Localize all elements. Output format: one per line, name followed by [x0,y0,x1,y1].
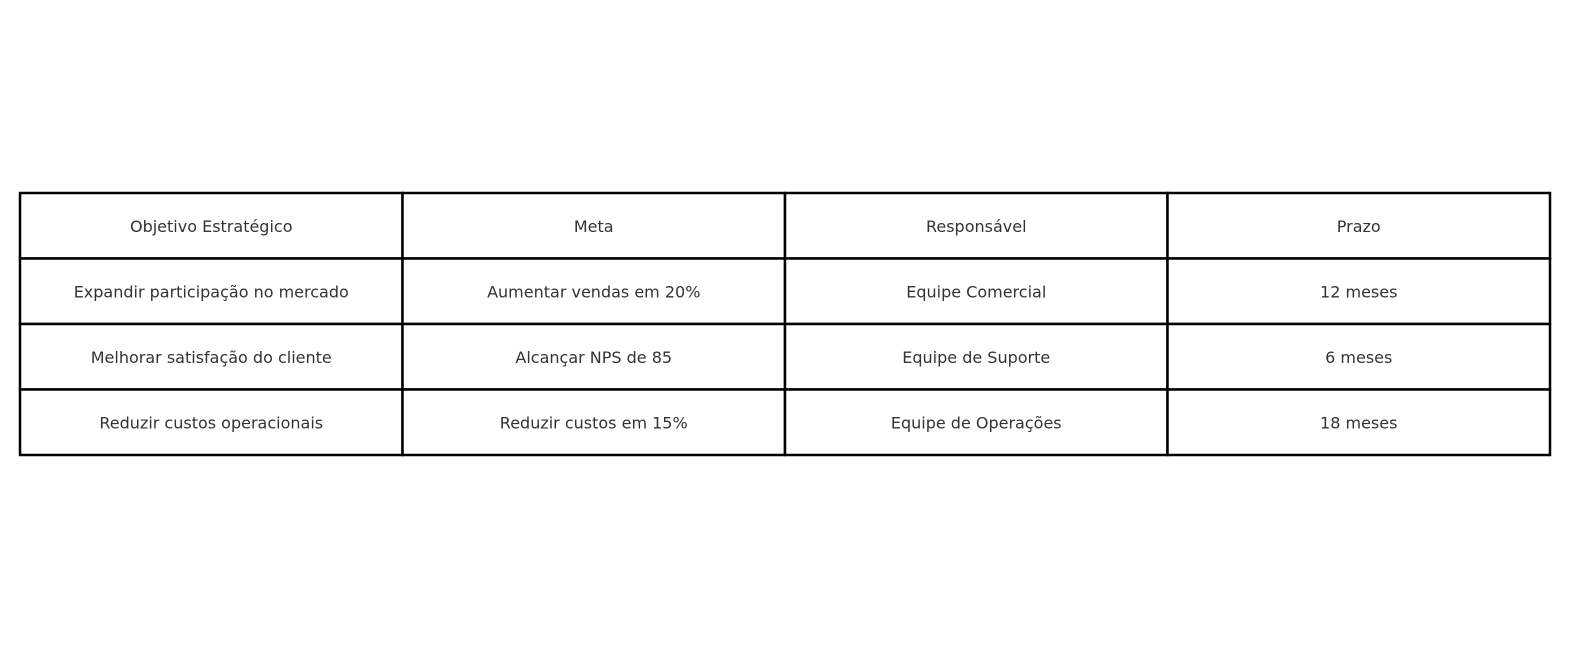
column-header-label: Meta [573,216,614,236]
table-header-row [20,193,1550,259]
cell-value: 6 meses [1325,347,1393,367]
column-header-label: Prazo [1336,216,1381,236]
cell-value: Reduzir custos operacionais [99,413,324,433]
cell-value: Equipe Comercial [906,282,1047,302]
column-header-label: Responsável [925,216,1027,236]
cell-value: Reduzir custos em 15% [499,413,688,433]
cell-value: Expandir participação no mercado [73,282,349,302]
table-row [20,390,1550,456]
strategy-table [20,193,1550,455]
table-row [20,259,1550,325]
cell-value: Aumentar vendas em 20% [487,282,701,302]
column-header-label: Objetivo Estratégico [129,216,293,236]
cell-value: 12 meses [1320,282,1398,302]
cell-value: Equipe de Operações [890,413,1062,433]
table-row [20,324,1550,390]
cell-value: Equipe de Suporte [902,347,1051,367]
cell-value: Alcançar NPS de 85 [515,347,673,367]
cell-value: Melhorar satisfação do cliente [90,347,332,367]
cell-value: 18 meses [1320,413,1398,433]
